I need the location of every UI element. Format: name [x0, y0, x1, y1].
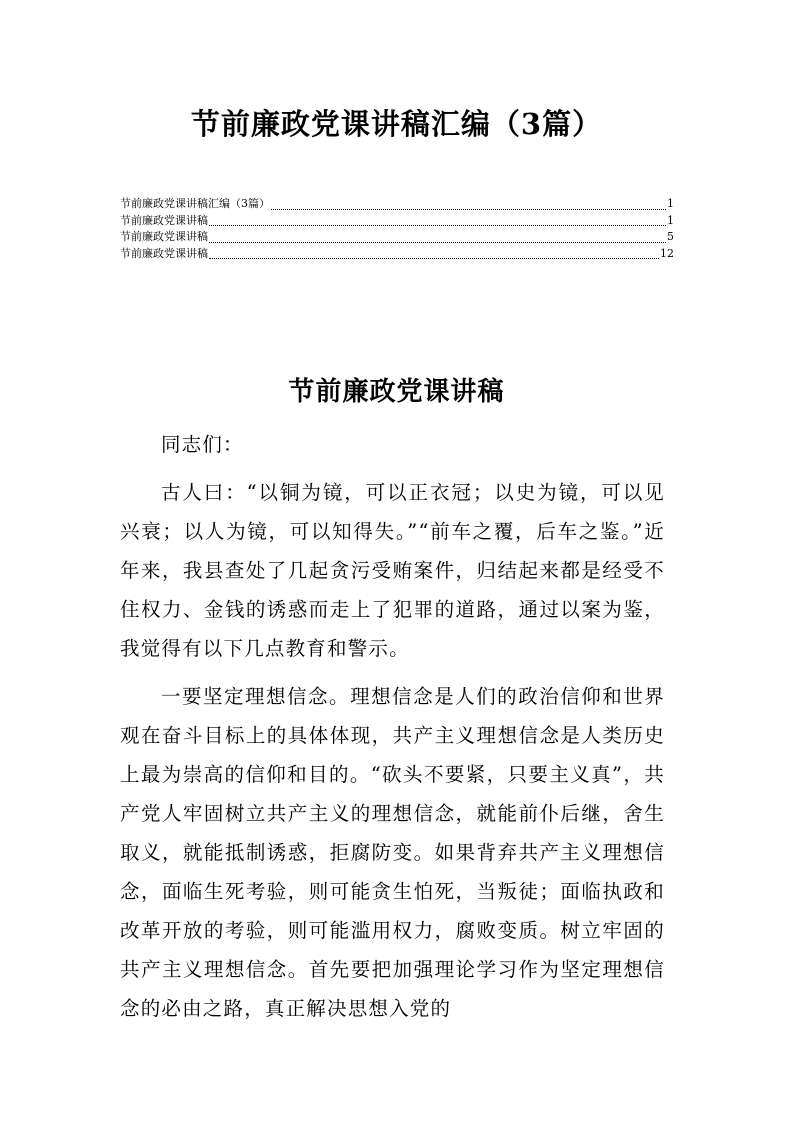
toc-dot-leader [209, 224, 666, 226]
document-title: 节前廉政党课讲稿汇编（3篇） [190, 107, 603, 141]
toc-dot-leader [271, 208, 666, 210]
toc-entry-text: 节前廉政党课讲稿 [120, 246, 208, 260]
toc-entry-text: 节前廉政党课讲稿 [120, 230, 208, 243]
toc-entry[interactable] [120, 196, 674, 213]
toc-entry[interactable] [120, 213, 674, 230]
body-text [120, 425, 665, 1037]
section-title: 节前廉政党课讲稿 [288, 377, 505, 407]
toc-dot-leader [209, 257, 659, 259]
body-paragraph: 一要坚定理想信念。理想信念是人们的政治信仰和世界观在奋斗目标上的具体体现，共产主义理想信念是人类历史上最为崇高的信仰和目的。“砍头不要紧，只要主义真”，共产党人牢固树立共产主义的理想信念，就能前仆后继，舍生取义，就能抵制诱惑，拒腐防变。如果背弃共产主义理想信念，面临生死考验，则可能贪生怕死，当叛徒；面临执政和改革开放的考验，则可能滥用权力，腐败变质。树立牢固的共产主义理想信念。首先要把加强理论学习作为坚定理想信念的必由之路，真正解决思想入党的 [120, 685, 665, 1020]
toc-entry-text: 节前廉政党课讲稿汇编（3篇） [120, 197, 270, 210]
body-paragraph: 同志们： [160, 433, 244, 456]
toc-entry-page: 1 [667, 213, 674, 227]
toc-entry[interactable] [120, 246, 674, 263]
toc-entry-page: 5 [667, 230, 674, 243]
toc-entry-page: 12 [660, 246, 674, 260]
toc-entry[interactable] [120, 229, 674, 246]
table-of-contents [120, 196, 674, 262]
toc-entry-text: 节前廉政党课讲稿 [120, 213, 208, 227]
body-paragraph: 古人曰：“以铜为镜，可以正衣冠；以史为镜，可以见兴衰；以人为镜，可以知得失。”“前车之覆，后车之鉴。”近年来，我县查处了几起贪污受贿案件，归结起来都是经受不住权力、金钱的诱惑而走上了犯罪的道路，通过以案为鉴，我觉得有以下几点教育和警示。 [120, 481, 665, 660]
toc-dot-leader [209, 241, 666, 243]
toc-entry-page: 1 [667, 197, 674, 210]
